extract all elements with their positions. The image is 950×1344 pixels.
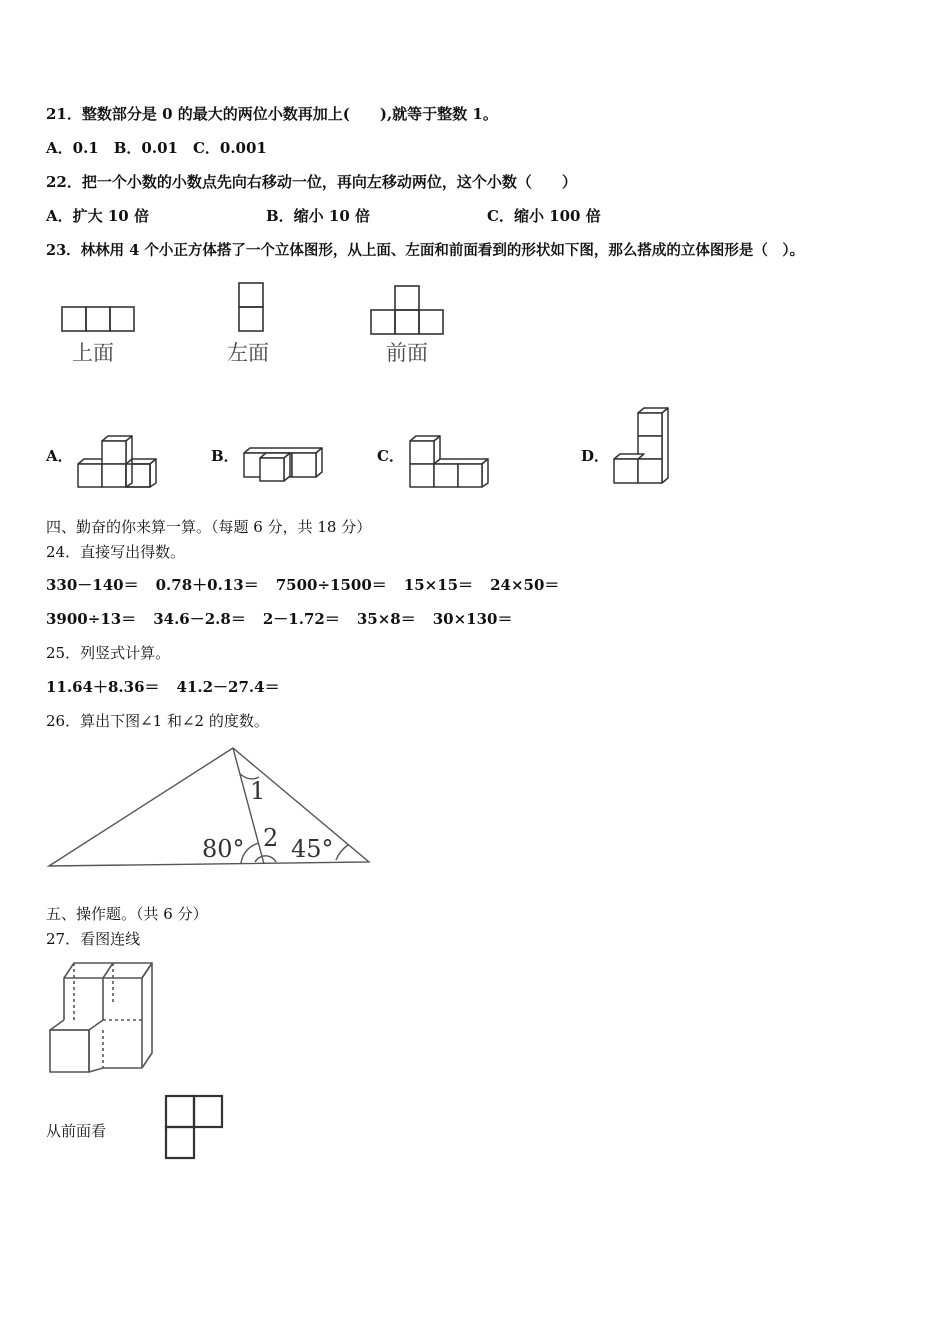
q24-row1-item: 15×15＝	[403, 576, 474, 594]
section4-title: 四、勤奋的你来算一算。（每题 6 分，共 18 分）	[46, 518, 372, 536]
q23-text: 23．林林用 4 个小正方体搭了一个立体图形，从上面、左面和前面看到的形状如下图，那么搭成的立体图形是（ ）。	[46, 242, 805, 259]
q24-row2-item: 2－1.72＝	[262, 610, 340, 628]
q24-row2-item: 3900÷13＝	[46, 610, 137, 628]
q22-option-b: B．缩小 10 倍	[266, 207, 370, 225]
q24-row2-item: 30×130＝	[432, 610, 513, 628]
angle-80-label: 80°	[202, 835, 245, 863]
q23-option-d: D．	[581, 447, 610, 465]
q24-row1-item: 330－140＝	[46, 576, 139, 594]
q26-text: 26．算出下图∠1 和∠2 的度数。	[46, 712, 269, 730]
view-top-label: 上面	[72, 341, 114, 365]
q22-option-c: C．缩小 100 倍	[487, 207, 601, 225]
q24-row1-item: 24×50＝	[490, 576, 560, 594]
q22-option-a: A．扩大 10 倍	[46, 207, 149, 225]
angle-45-label: 45°	[291, 835, 334, 863]
q24-text: 24．直接写出得数。	[46, 543, 186, 561]
q25-item: 41.2－27.4＝	[176, 678, 280, 696]
q27-text: 27．看图连线	[46, 930, 141, 948]
view-front-label: 前面	[386, 341, 428, 365]
q27-view-label: 从前面看	[46, 1122, 107, 1140]
q25-item: 11.64＋8.36＝	[46, 678, 160, 696]
q21-text: 21．整数部分是 0 的最大的两位小数再加上( ),就等于整数 1。	[46, 105, 498, 123]
q22-text: 22．把一个小数的小数点先向右移动一位，再向左移动两位，这个小数（ ）	[46, 173, 577, 191]
q25-text: 25．列竖式计算。	[46, 644, 171, 662]
q23-option-c: C．	[377, 447, 404, 465]
q23-option-a: A．	[46, 447, 73, 465]
view-left-label: 左面	[227, 341, 269, 365]
q23-option-b: B．	[211, 447, 239, 465]
q24-row1-item: 7500÷1500＝	[275, 576, 387, 594]
angle-2-label: 2	[263, 824, 279, 852]
q24-row2-item: 35×8＝	[356, 610, 416, 628]
q24-row1-item: 0.78＋0.13＝	[155, 576, 259, 594]
section5-title: 五、操作题。（共 6 分）	[46, 905, 208, 923]
angle-1-label: 1	[250, 777, 266, 805]
q24-row2-item: 34.6－2.8＝	[153, 610, 246, 628]
q21-options: A．0.1 B．0.01 C．0.001	[46, 139, 267, 157]
